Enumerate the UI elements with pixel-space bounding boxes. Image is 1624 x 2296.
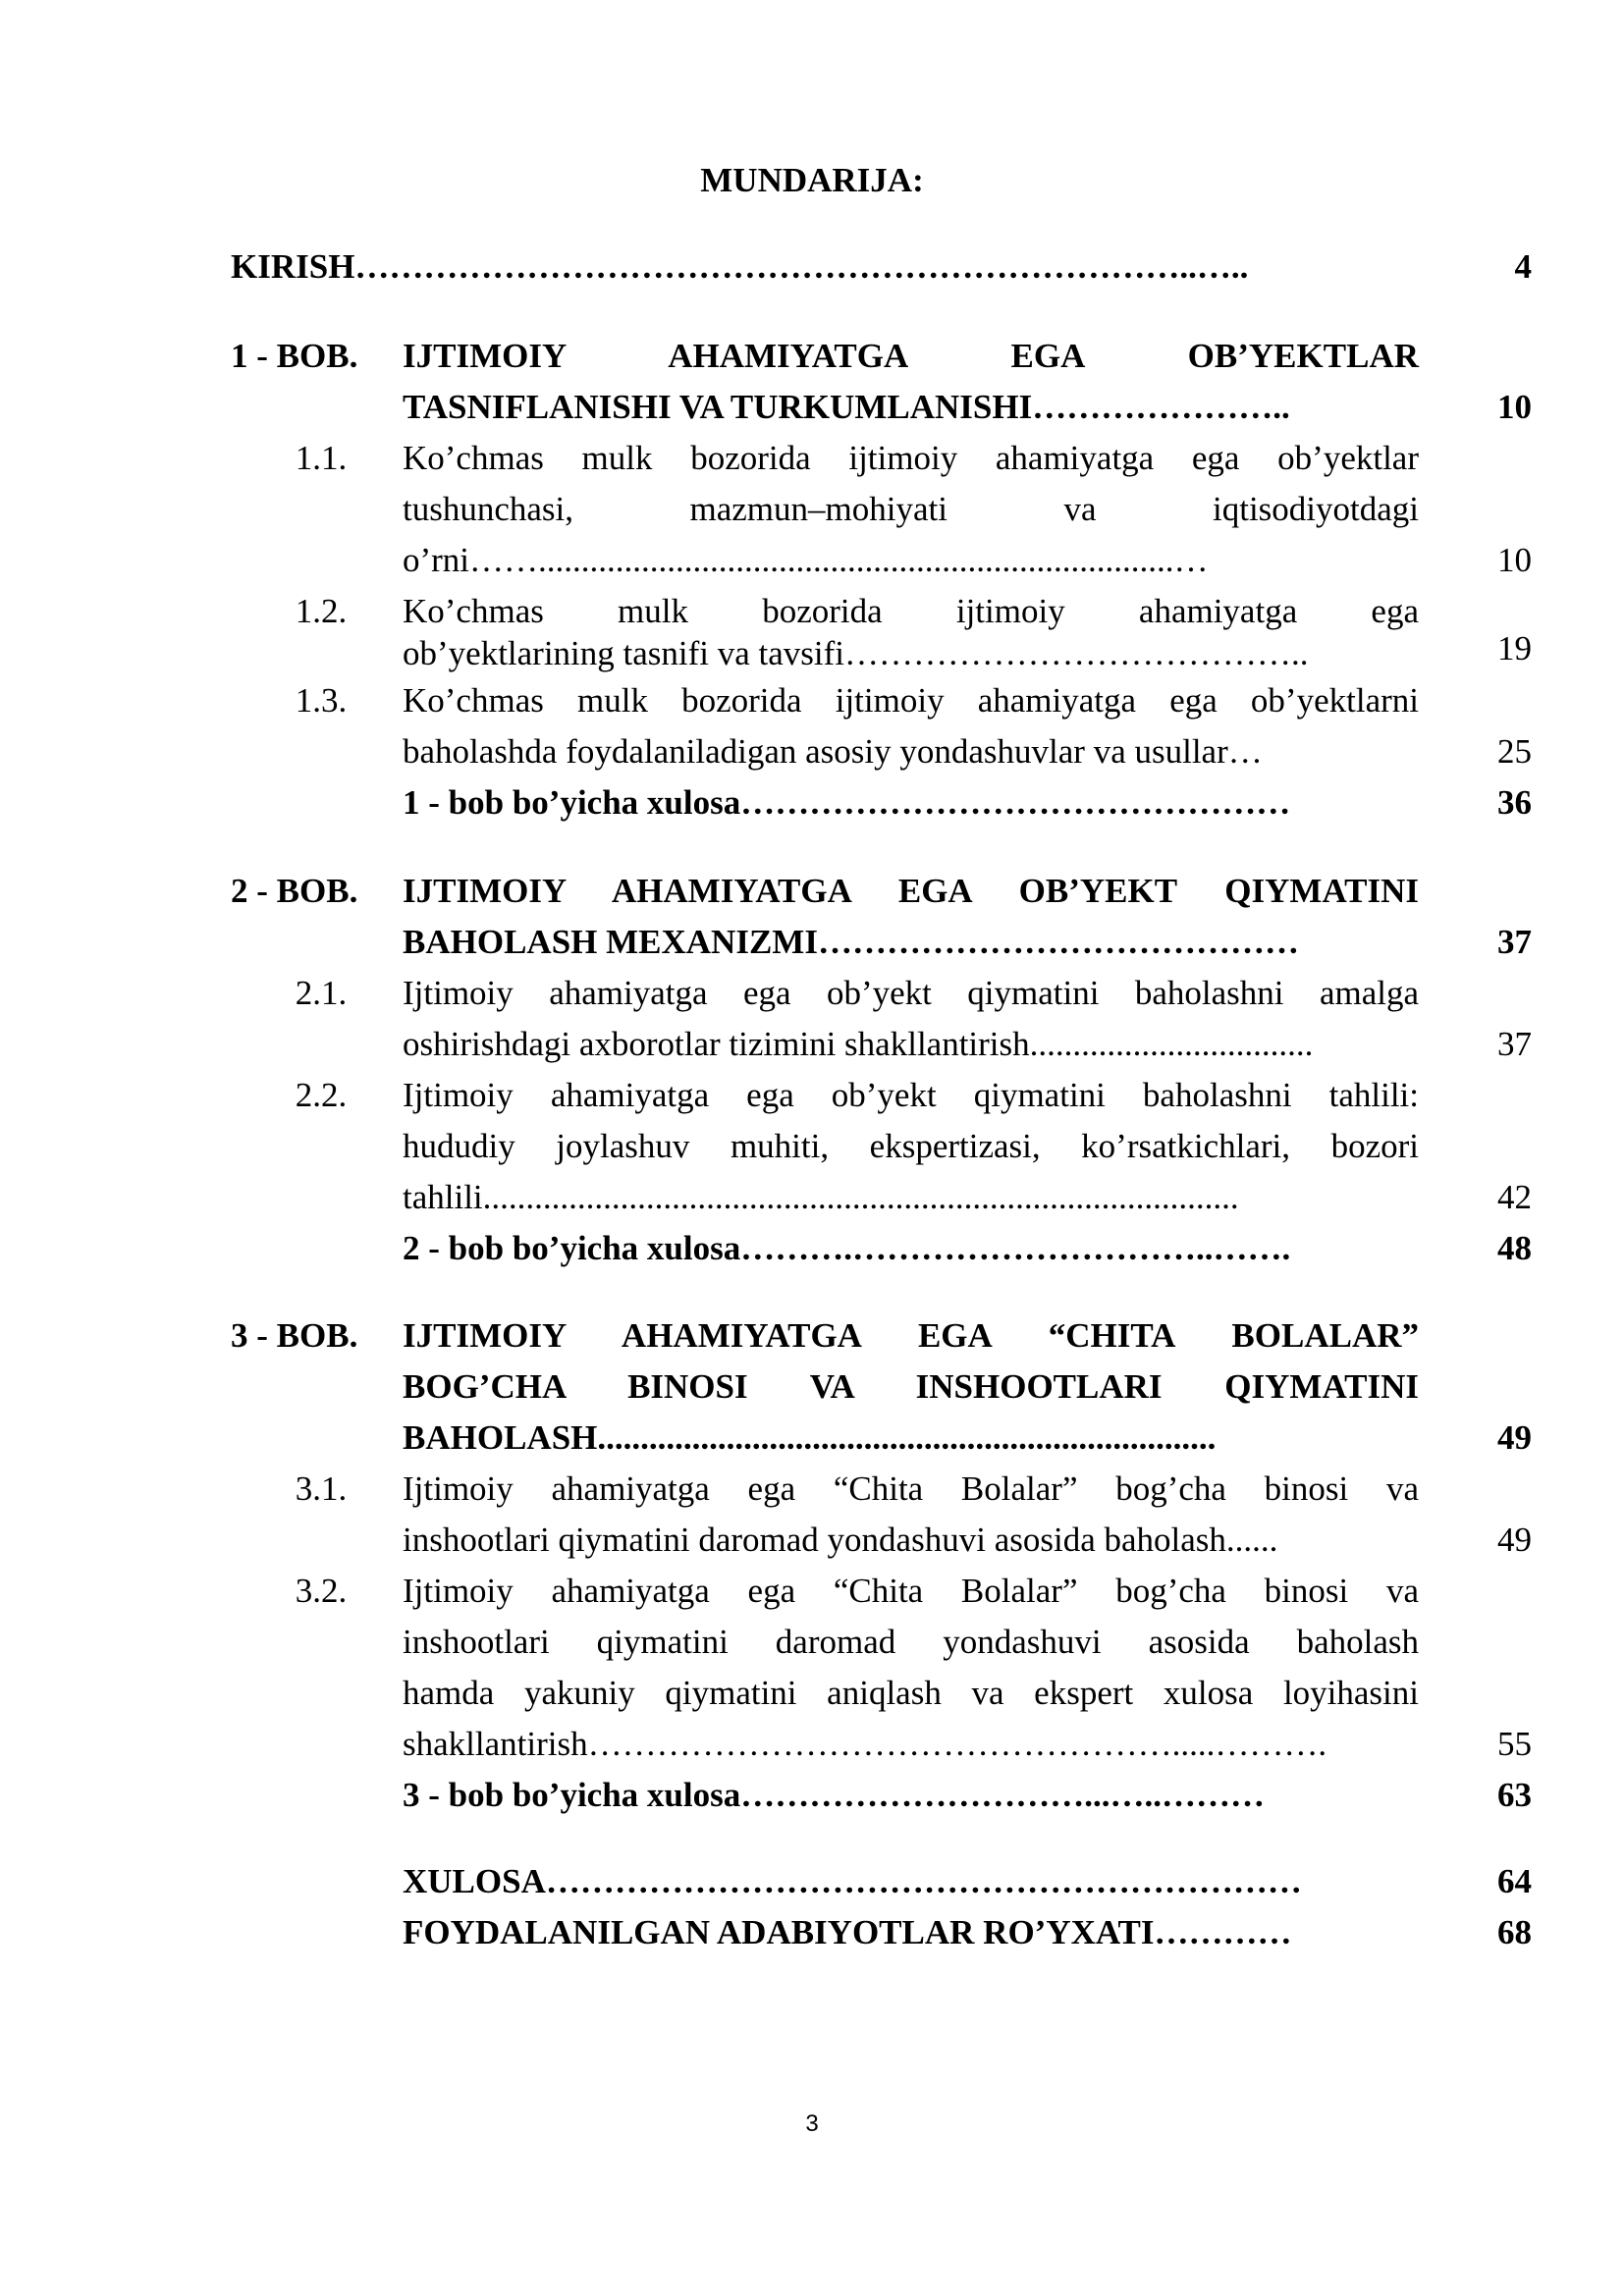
chapter-3-summary: 3 - bob bo’yicha xulosa…………………………...…..……… bbox=[403, 1776, 1265, 1814]
section-1-1-line3: o’rni……..........................................................................… bbox=[403, 541, 1209, 579]
chapter-1-title-line2: TASNIFLANISHI VA TURKUMLANISHI………………….. bbox=[403, 388, 1290, 426]
chapter-1-page: 10 bbox=[1497, 388, 1532, 426]
toc-page-xulosa: 64 bbox=[1497, 1862, 1532, 1900]
section-2-1-line2: oshirishdagi axborotlar tizimini shakllantirish................................. bbox=[403, 1025, 1314, 1063]
chapter-3-title-line1: IJTIMOIY AHAMIYATGA EGA “CHITA BOLALAR” bbox=[403, 1316, 1419, 1355]
section-2-1-number: 2.1. bbox=[295, 974, 348, 1012]
section-2-1-line1: Ijtimoiy ahamiyatga ega ob’yekt qiymatini baholashni amalga bbox=[403, 974, 1419, 1012]
section-3-2-line4: shakllantirish…………………………………………….....………. bbox=[403, 1725, 1327, 1763]
chapter-2-summary-page: 48 bbox=[1497, 1229, 1532, 1267]
section-3-1-number: 3.1. bbox=[295, 1469, 348, 1508]
chapter-1-title-line1: IJTIMOIY AHAMIYATGA EGA OB’YEKTLAR bbox=[403, 337, 1419, 375]
chapter-3-title-line2: BOG’CHA BINOSI VA INSHOOTLARI QIYMATINI bbox=[403, 1367, 1419, 1406]
section-1-1-line2: tushunchasi, mazmun–mohiyati va iqtisodiyotdagi bbox=[403, 490, 1419, 528]
section-1-1-number: 1.1. bbox=[295, 439, 348, 477]
section-1-1-line1: Ko’chmas mulk bozorida ijtimoiy ahamiyatga ega ob’yektlar bbox=[403, 439, 1419, 477]
chapter-2-page: 37 bbox=[1497, 923, 1532, 961]
chapter-3-page: 49 bbox=[1497, 1418, 1532, 1457]
section-3-2-line1: Ijtimoiy ahamiyatga ega “Chita Bolalar” bog’cha binosi va bbox=[403, 1572, 1419, 1610]
section-3-1-page: 49 bbox=[1497, 1521, 1532, 1559]
chapter-3-label: 3 - BOB. bbox=[231, 1316, 358, 1355]
section-2-2-page: 42 bbox=[1497, 1178, 1532, 1216]
section-1-2-page: 19 bbox=[1497, 629, 1532, 667]
chapter-1-summary: 1 - bob bo’yicha xulosa………………………………………… bbox=[403, 783, 1291, 822]
toc-entry-bibliography: FOYDALANILGAN ADABIYOTLAR RO’YXATI………… bbox=[403, 1913, 1292, 1951]
toc-entry-kirish: KIRISH………………………………………………………………..….. bbox=[231, 247, 1249, 286]
chapter-1-label: 1 - BOB. bbox=[231, 337, 358, 375]
page-number: 3 bbox=[805, 2110, 819, 2137]
section-3-2-page: 55 bbox=[1497, 1725, 1532, 1763]
chapter-2-label: 2 - BOB. bbox=[231, 872, 358, 910]
section-2-2-line1: Ijtimoiy ahamiyatga ega ob’yekt qiymatini baholashni tahlili: bbox=[403, 1076, 1419, 1114]
section-1-3-line1: Ko’chmas mulk bozorida ijtimoiy ahamiyatga ega ob’yektlarni bbox=[403, 681, 1419, 720]
chapter-2-title-line1: IJTIMOIY AHAMIYATGA EGA OB’YEKT QIYMATINI bbox=[403, 872, 1419, 910]
section-1-3-page: 25 bbox=[1497, 732, 1532, 771]
section-1-2-number: 1.2. bbox=[295, 592, 348, 630]
chapter-3-title-line3: BAHOLASH........................................................................ bbox=[403, 1418, 1217, 1457]
chapter-2-summary: 2 - bob bo’yicha xulosa……….…………………………..……. bbox=[403, 1229, 1291, 1267]
toc-page-kirish: 4 bbox=[1514, 247, 1532, 286]
section-2-2-number: 2.2. bbox=[295, 1076, 348, 1114]
section-2-2-line3: tahlili........................................................................................ bbox=[403, 1178, 1239, 1216]
section-1-2-line2: ob’yektlarining tasnifi va tavsifi………………………………….. bbox=[403, 634, 1309, 672]
chapter-2-title-line2: BAHOLASH MEXANIZMI…………………………………… bbox=[403, 923, 1299, 961]
section-2-1-page: 37 bbox=[1497, 1025, 1532, 1063]
section-3-1-line2: inshootlari qiymatini daromad yondashuvi asosida baholash...... bbox=[403, 1521, 1278, 1559]
section-3-2-line2: inshootlari qiymatini daromad yondashuvi asosida baholash bbox=[403, 1623, 1419, 1661]
toc-title: MUNDARIJA: bbox=[700, 161, 924, 199]
chapter-3-summary-page: 63 bbox=[1497, 1776, 1532, 1814]
section-3-2-number: 3.2. bbox=[295, 1572, 348, 1610]
toc-entry-xulosa: XULOSA………………………………………………………… bbox=[403, 1862, 1302, 1900]
section-1-3-line2: baholashda foydalaniladigan asosiy yondashuvlar va usullar… bbox=[403, 732, 1263, 771]
chapter-1-summary-page: 36 bbox=[1497, 783, 1532, 822]
section-1-2-line1: Ko’chmas mulk bozorida ijtimoiy ahamiyatga ega bbox=[403, 592, 1419, 630]
section-1-3-number: 1.3. bbox=[295, 681, 348, 720]
section-3-1-line1: Ijtimoiy ahamiyatga ega “Chita Bolalar” bog’cha binosi va bbox=[403, 1469, 1419, 1508]
section-1-1-page: 10 bbox=[1497, 541, 1532, 579]
section-3-2-line3: hamda yakuniy qiymatini aniqlash va ekspert xulosa loyihasini bbox=[403, 1674, 1419, 1712]
toc-page-bibliography: 68 bbox=[1497, 1913, 1532, 1951]
section-2-2-line2: hududiy joylashuv muhiti, ekspertizasi, ko’rsatkichlari, bozori bbox=[403, 1127, 1419, 1165]
